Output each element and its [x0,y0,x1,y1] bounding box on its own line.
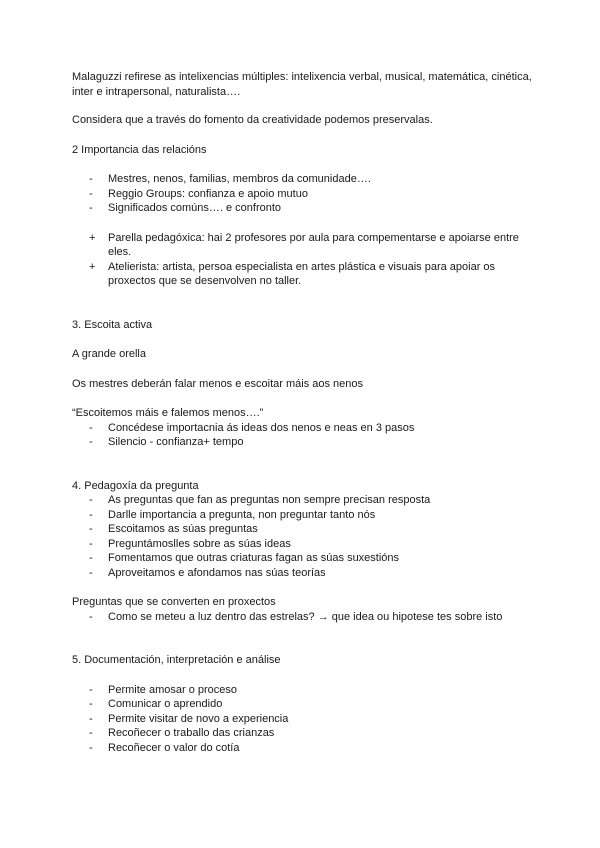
dash-marker: - [89,421,93,434]
section-3-subheading: A grande orella [72,348,146,360]
dash-marker: - [89,494,93,506]
section-5-list [72,683,532,756]
list-item: - Escoitamos as súas preguntas [89,523,258,535]
section-4-heading: 4. Pedagoxía da pregunta [72,479,199,492]
dash-marker: - [89,566,93,579]
section-4-projects-list [72,610,532,625]
list-item: - Mestres, nenos, familias, membros da comunidade…. [89,173,371,185]
dash-marker: - [89,173,93,185]
section-4-list [72,493,532,580]
list-item: - Concédese importacnia ás ideas dos nenos e neas en 3 pasos [89,421,415,434]
dash-marker: - [89,523,93,535]
list-item: - Recoñecer o traballo das crianzas [89,727,275,739]
dash-marker: - [89,698,93,710]
dash-marker: - [89,683,93,696]
dash-marker: - [89,552,93,564]
list-item: - Darlle importancia a pregunta, non preguntar tanto nós [89,508,376,521]
list-item: - Reggio Groups: confianza e apoio mutuo [89,187,308,200]
section-3-statement: Os mestres deberán falar menos e escoitar máis aos nenos [72,377,364,390]
list-item: - Recoñecer o valor do cotía [89,741,240,754]
document-page [72,70,532,755]
list-item: - Como se meteu a luz dentro das estrelas? → que idea ou hipotese tes sobre isto [89,610,503,623]
section-5-heading: 5. Documentación, interpretación e análise [72,654,281,666]
list-item: - Silencio - confianza+ tempo [89,436,244,448]
list-item: - Permite amosar o proceso [89,683,237,696]
section-3-heading: 3. Escoita activa [72,318,153,331]
dash-marker: - [89,610,93,623]
list-item: - Permite visitar de novo a experiencia [89,712,289,725]
dash-marker: - [89,202,93,214]
section-2-plus-list [72,231,532,289]
list-item: - Fomentamos que outras criaturas fagan as súas suxestións [89,552,400,564]
list-item: - Preguntámoslles sobre as súas ideas [89,537,291,550]
dash-marker: - [89,537,93,550]
dash-marker: - [89,436,93,448]
list-item: - Significados comúns…. e confronto [89,202,282,214]
intro-conclusion: Considera que a través do fomento da creatividade podemos preservalas. [72,114,433,126]
plus-marker: + [89,260,96,273]
dash-marker: - [89,508,93,521]
dash-marker: - [89,187,93,200]
section-2-dash-list [72,172,532,216]
dash-marker: - [89,727,93,739]
list-item: - As preguntas que fan as preguntas non sempre precisan resposta [89,494,431,506]
list-item: - Comunicar o aprendido [89,698,223,710]
list-item: + Parella pedagóxica: hai 2 profesores por aula para compementarse e apoiarse entre eles. [89,231,519,258]
section-3-list [72,421,532,450]
intro-paragraph: Malaguzzi refirese as intelixencias múltiples: intelixencia verbal, musical, matemática, cinética, inter e intrapersonal, naturalista…. [72,71,532,98]
section-3-quote: “Escoitemos máis e falemos menos….” [72,407,264,419]
dash-marker: - [89,741,93,754]
section-4-projects-heading: Preguntas que se converten en proxectos [72,596,276,608]
section-2-heading: 2 Importancia das relacións [72,143,207,156]
dash-marker: - [89,712,93,725]
list-item: - Aproveitamos e afondamos nas súas teorías [89,566,326,579]
plus-marker: + [89,231,96,244]
list-item: + Atelierista: artista, persoa especialista en artes plástica e visuais para apoiar os proxectos que se desenvolven no taller. [89,260,496,287]
